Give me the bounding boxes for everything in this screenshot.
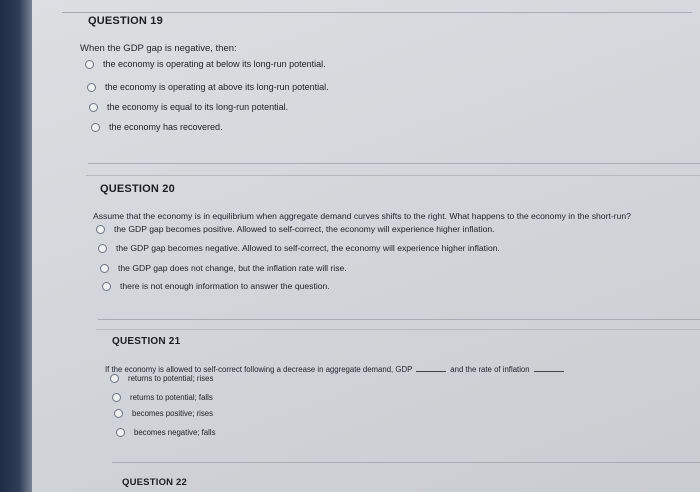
option-label: the economy has recovered. [109, 122, 223, 132]
option-label: the GDP gap becomes positive. Allowed to self-correct, the economy will experience higher inflation. [114, 224, 495, 234]
option-label: there is not enough information to answer the question. [120, 281, 330, 291]
option-label: the economy is equal to its long-run potential. [107, 102, 289, 112]
question-21-option-3[interactable] [114, 409, 213, 418]
divider [96, 329, 700, 330]
question-20-option-2[interactable] [98, 243, 500, 253]
radio-button[interactable] [100, 264, 109, 273]
question-19-option-2[interactable] [87, 82, 329, 92]
question-21-header: QUESTION 21 [112, 336, 181, 347]
divider [86, 175, 700, 176]
radio-button[interactable] [112, 393, 121, 402]
radio-button[interactable] [98, 244, 107, 253]
question-19-option-3[interactable] [89, 102, 288, 112]
radio-button[interactable] [114, 409, 123, 418]
question-21-option-2[interactable] [112, 393, 213, 402]
option-label: the economy is operating at below its long-run potential. [103, 59, 326, 69]
prompt-text-part2: and the rate of inflation [450, 365, 530, 374]
radio-button[interactable] [87, 83, 96, 92]
question-20-prompt: Assume that the economy is in equilibrium when aggregate demand curves shifts to the right. What happens to the economy in the short-run? [93, 211, 631, 221]
radio-button[interactable] [110, 374, 119, 383]
question-21-option-4[interactable] [116, 428, 215, 437]
background-edge [0, 0, 32, 492]
question-20-option-3[interactable] [100, 263, 347, 273]
divider [62, 12, 692, 13]
option-label: becomes negative; falls [134, 428, 216, 437]
prompt-text-part1: If the economy is allowed to self-correct following a decrease in aggregate demand, GDP [105, 365, 413, 374]
question-20-header: QUESTION 20 [100, 183, 175, 195]
divider [88, 163, 700, 164]
option-label: becomes positive; rises [132, 409, 214, 418]
question-19-option-1[interactable] [85, 59, 326, 69]
radio-button[interactable] [91, 123, 100, 132]
question-21-prompt [105, 363, 568, 374]
question-19-header: QUESTION 19 [88, 15, 163, 27]
radio-button[interactable] [116, 428, 125, 437]
radio-button[interactable] [89, 103, 98, 112]
question-22-header: QUESTION 22 [122, 477, 188, 488]
question-20-option-4[interactable] [102, 281, 330, 291]
option-label: the economy is operating at above its long-run potential. [105, 82, 329, 92]
divider [112, 462, 700, 463]
answer-blank-2 [534, 363, 564, 372]
answer-blank-1 [416, 363, 446, 372]
radio-button[interactable] [102, 282, 111, 291]
option-label: returns to potential; falls [130, 393, 213, 402]
question-19-option-4[interactable] [91, 122, 223, 132]
question-20-option-1[interactable] [96, 224, 495, 234]
option-label: the GDP gap does not change, but the inflation rate will rise. [118, 263, 347, 273]
question-21-option-1[interactable] [110, 374, 213, 383]
option-label: the GDP gap becomes negative. Allowed to self-correct, the economy will experience higher inflation. [116, 243, 500, 253]
divider [98, 319, 700, 320]
radio-button[interactable] [96, 225, 105, 234]
radio-button[interactable] [85, 60, 94, 69]
question-19-prompt: When the GDP gap is negative, then: [80, 43, 237, 54]
option-label: returns to potential; rises [128, 374, 214, 383]
